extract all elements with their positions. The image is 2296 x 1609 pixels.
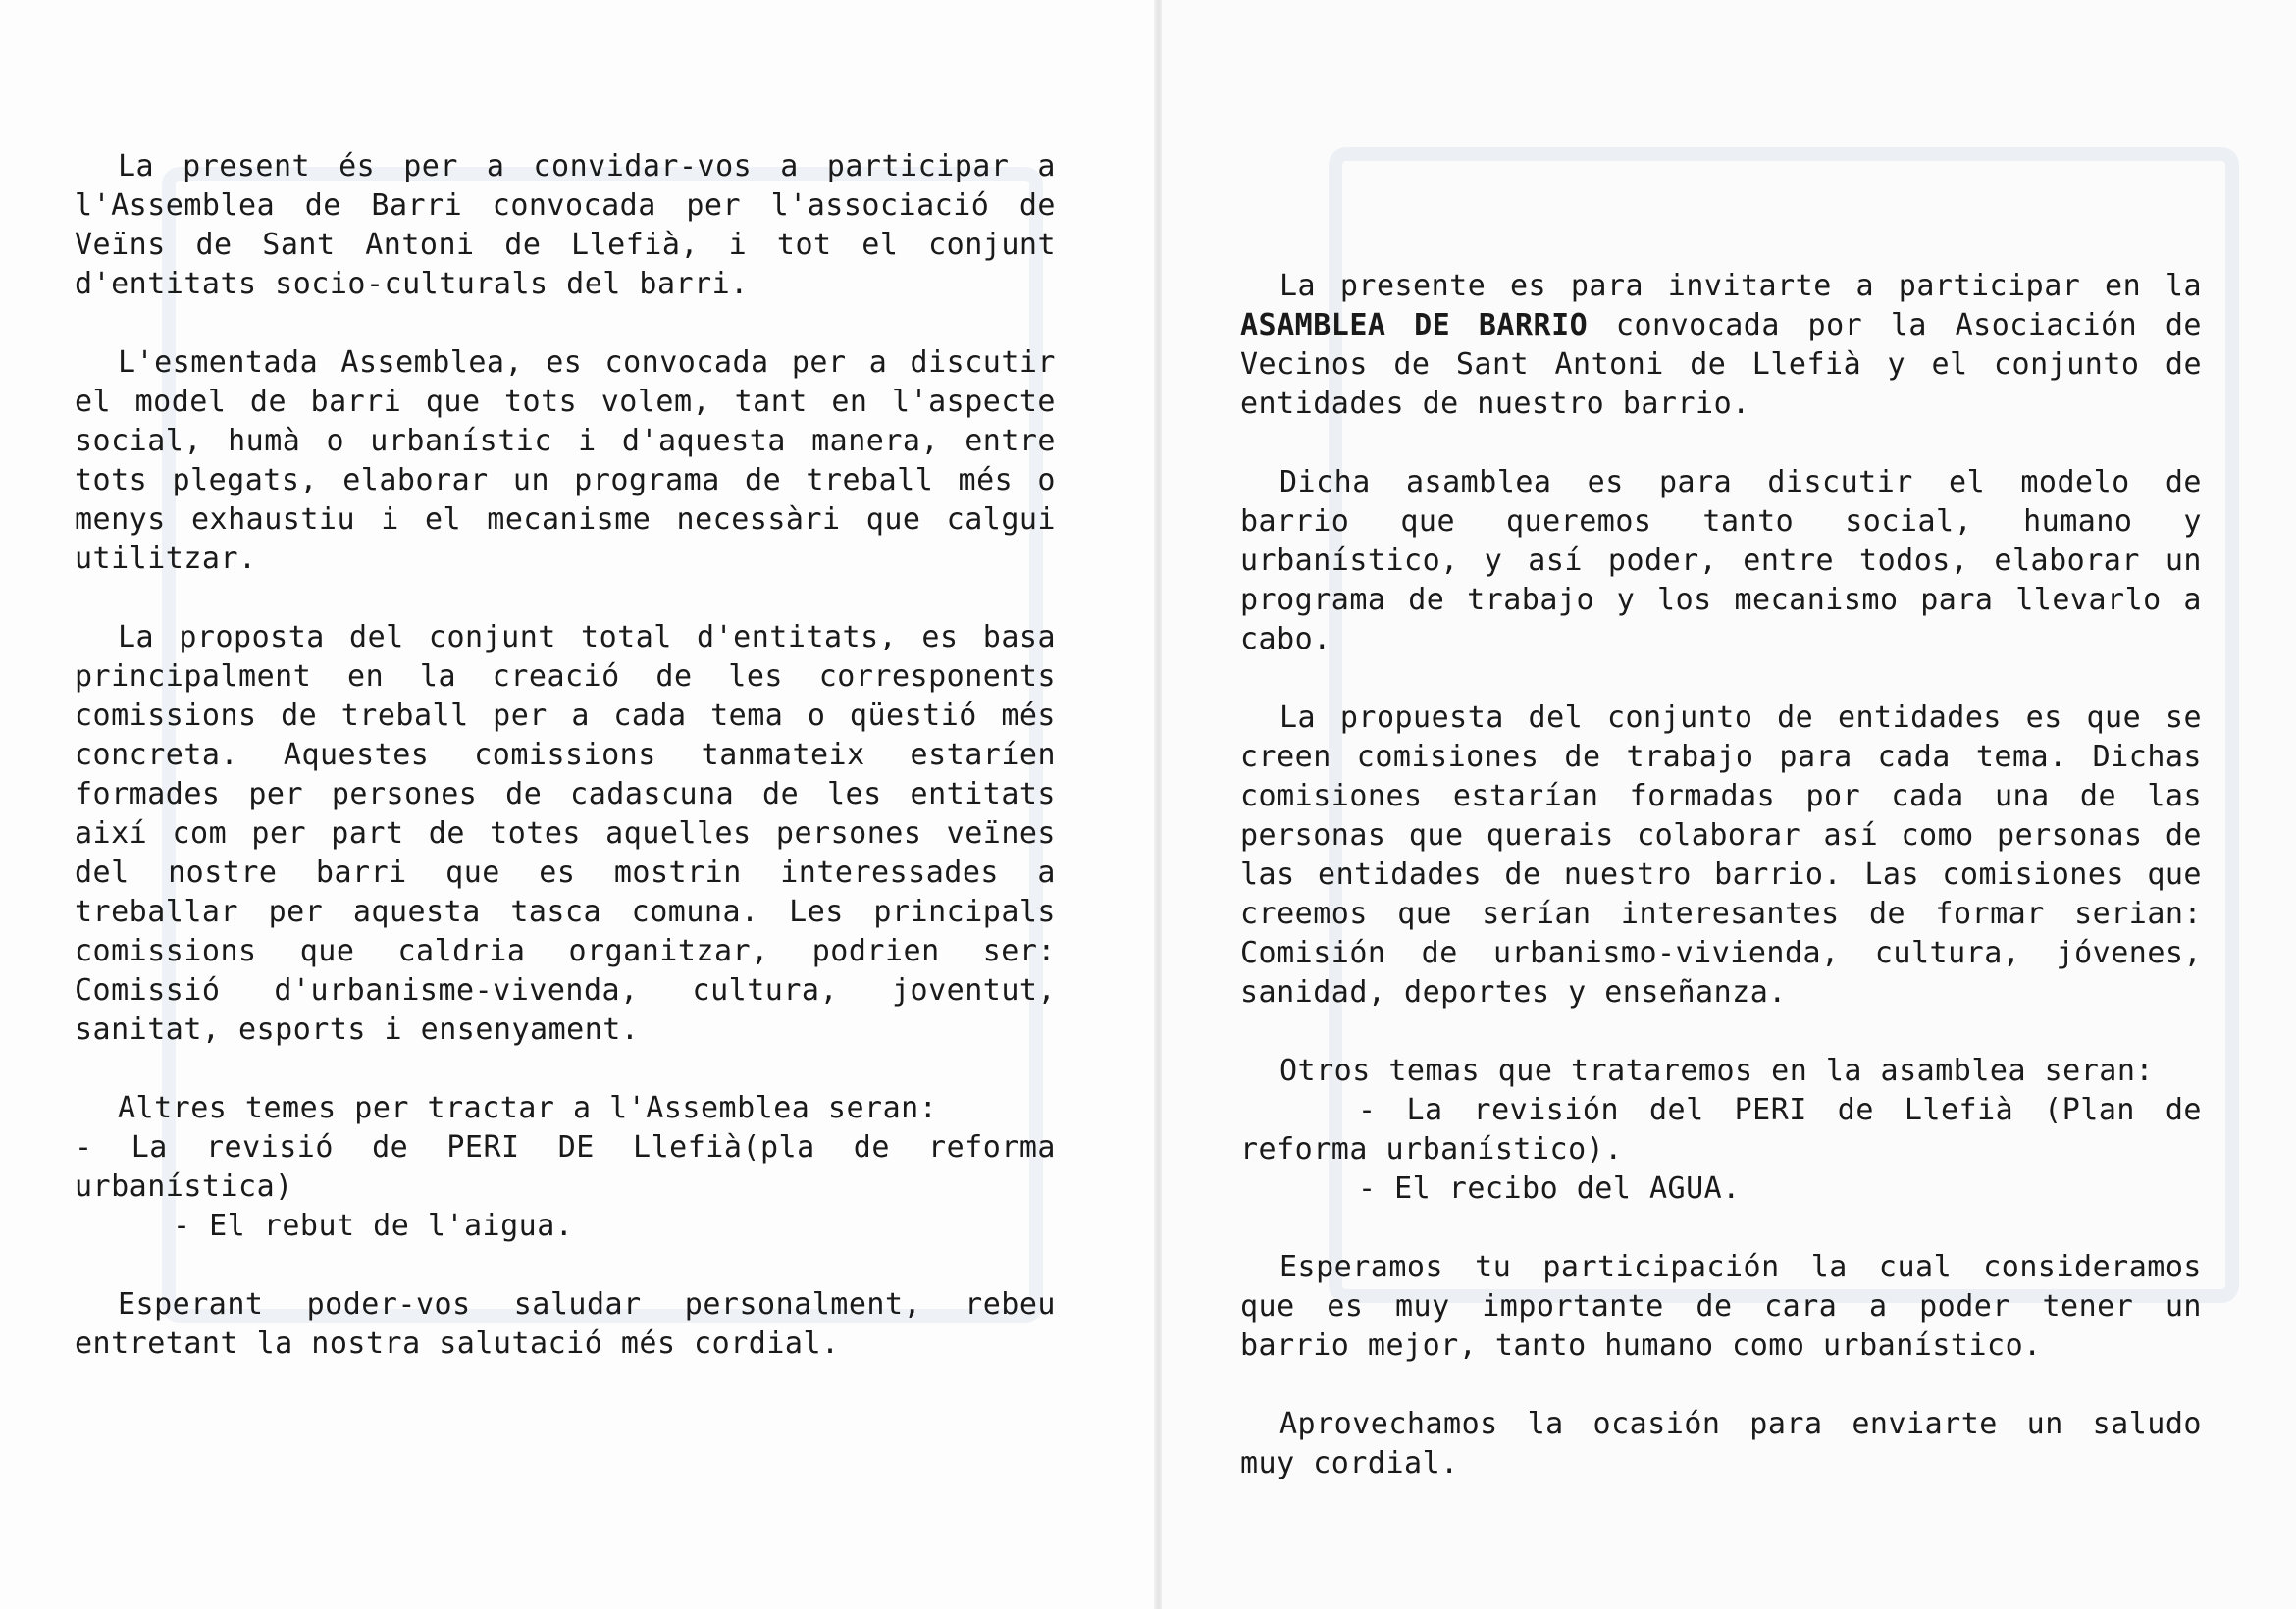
- right-p1-start: La presente es para invitarte a participar en la: [1279, 269, 2202, 303]
- left-paragraph-closing: Esperant poder-vos saludar personalment, rebeu entretant la nostra salutació més cordial.: [75, 1287, 1056, 1361]
- left-paragraph-proposal: La proposta del conjunt total d'entitats, es basa principalment en la creació de les corresponents comissions de treball per a cada tema o qüestió més concreta. Aquestes comissions tanmateix estaríen formades per persones de cadascuna de les entitats així com per part de totes aquelles persones veïnes del nostre barri que es mostrin interessades a treballar per aquesta tasca comuna. Les principals comissions que caldria organitzar, podrien ser: Comissió d'urbanisme-vivenda, cultura, joventut, sanitat, esports i ensenyament.: [75, 620, 1056, 1047]
- left-paragraph-purpose: L'esmentada Assemblea, es convocada per a discutir el model de barri que tots volem, tant en l'aspecte social, humà o urbanístic i d'aquesta manera, entre tots plegats, elaborar un programa de treball més o menys exhaustiu i el mecanisme necessàri que calgui utilitzar.: [75, 345, 1056, 576]
- right-paragraph-closing-hope: Esperamos tu participación la cual consideramos que es muy importante de cara a poder tener un barrio mejor, tanto humano como urbanístico.: [1240, 1250, 2202, 1363]
- right-paragraph-invitation: [1240, 267, 2202, 424]
- left-topic-item-peri: - La revisió de PERI DE Llefià(pla de reforma urbanística): [75, 1130, 1056, 1204]
- right-p1-end: convocada por la Asociación de Vecinos de Sant Antoni de Llefià y el conjunto de entidades de nuestro barrio.: [1240, 308, 2202, 421]
- left-topic-item-water: - El rebut de l'aigua.: [173, 1209, 574, 1243]
- right-topics-intro: Otros temas que trataremos en la asamblea seran:: [1279, 1054, 2154, 1088]
- right-topic-item-water: - El recibo del AGUA.: [1358, 1171, 1741, 1206]
- assembly-title-bold: ASAMBLEA DE BARRIO: [1240, 308, 1589, 342]
- left-paragraph-invitation: La present és per a convidar-vos a participar a l'Assemblea de Barri convocada per l'associació de Veïns de Sant Antoni de Llefià, i tot el conjunt d'entitats socio-culturals del barri.: [75, 149, 1056, 301]
- right-paragraph-greeting: Aprovechamos la ocasión para enviarte un saludo muy cordial.: [1240, 1407, 2202, 1480]
- right-topic-item-peri: - La revisión del PERI de Llefià (Plan de reforma urbanístico).: [1240, 1093, 2202, 1167]
- left-letter-body: [75, 147, 1056, 1364]
- right-paragraph-proposal: La propuesta del conjunto de entidades es que se creen comisiones de trabajo para cada tema. Dichas comisiones estarían formadas por cada una de las personas que querais colaborar así como personas de las entidades de nuestro barrio. Las comisiones que creemos que serían interesantes de formar serian: Comisión de urbanismo-vivienda, cultura, jóvenes, sanidad, deportes y enseñanza.: [1240, 701, 2202, 1010]
- right-page: [1162, 0, 2296, 1609]
- right-paragraph-purpose: Dicha asamblea es para discutir el modelo de barrio que queremos tanto social, humano y urbanístico, y así poder, entre todos, elaborar un programa de trabajo y los mecanismo para llevarlo a cabo.: [1240, 465, 2202, 656]
- left-topics-intro: Altres temes per tractar a l'Assemblea seran:: [118, 1091, 938, 1125]
- right-letter-body: [1240, 267, 2202, 1483]
